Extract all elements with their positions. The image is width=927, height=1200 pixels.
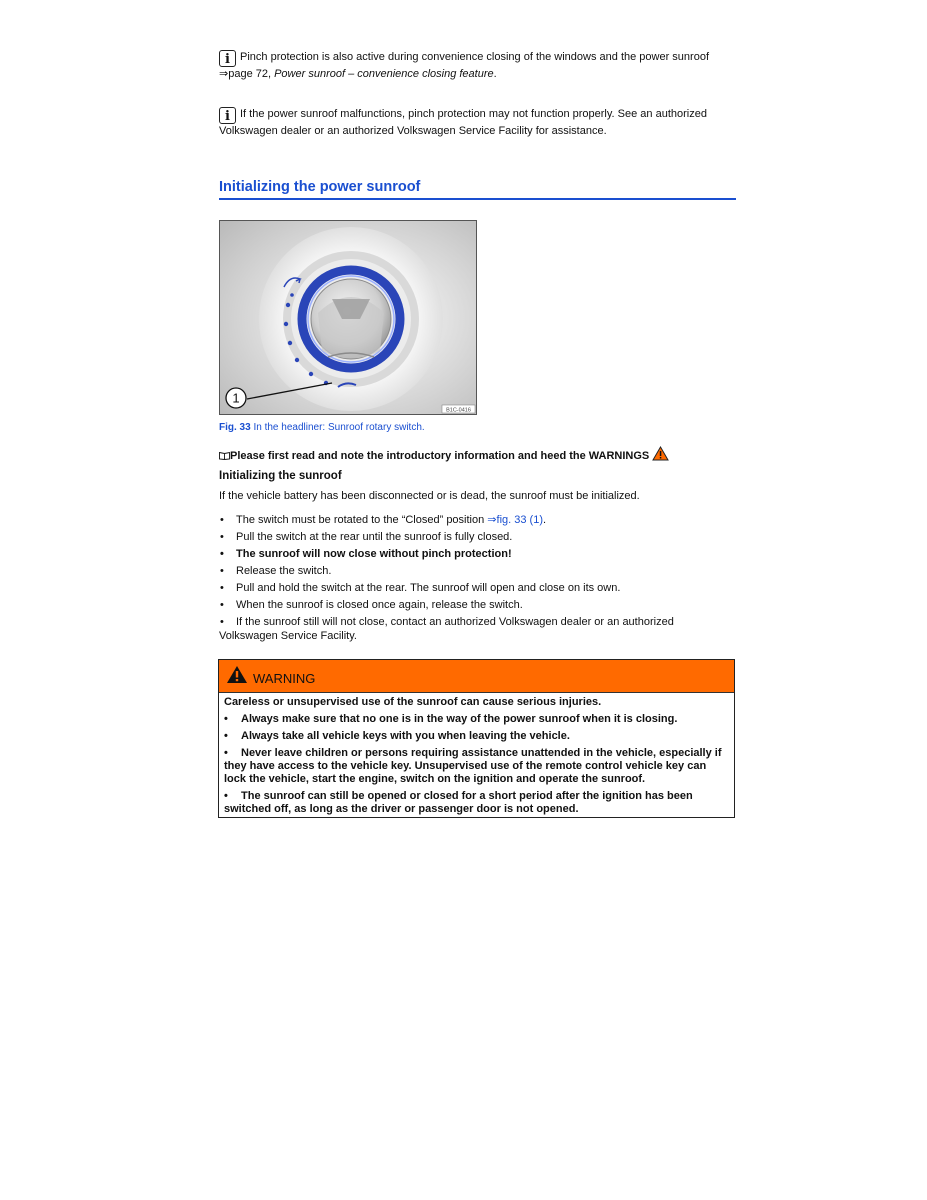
info-icon: i xyxy=(219,50,236,67)
warning-item-text: Never leave children or persons requiring assistance unattended in the vehicle, especially if they have access to the vehicle key. Unsupervised use of the remote control vehicle key can lock the vehicle, start the engine, switch on the ignition and operate the sunroof. xyxy=(224,747,722,785)
note-text: If the power sunroof malfunctions, pinch protection may not function properly. See an authorized Volkswagen dealer or an authorized Volkswagen Service Facility for assistance. xyxy=(219,108,707,137)
list-item: • When the sunroof is closed once again, release the switch. xyxy=(219,598,739,612)
sunroof-switch-figure xyxy=(219,220,477,415)
figure-callout: 1 xyxy=(232,390,240,406)
warning-item: • Always take all vehicle keys with you when leaving the vehicle. xyxy=(224,730,570,742)
warning-title: WARNING xyxy=(253,671,316,686)
info-note-malfunction xyxy=(219,107,734,139)
note-text: Pinch protection is also active during convenience closing of the windows and the power sunroof xyxy=(240,51,709,63)
warning-item-text: The sunroof can still be opened or closed for a short period after the ignition has been switched off, as long as the driver or passenger door is not opened. xyxy=(224,790,693,815)
warning-lead: Careless or unsupervised use of the sunroof can cause serious injuries. xyxy=(224,696,602,708)
list-item: • Pull and hold the switch at the rear. The sunroof will open and close on its own. xyxy=(219,581,739,595)
intro-line xyxy=(219,446,669,462)
warning-header xyxy=(219,660,734,693)
warning-triangle-icon[interactable] xyxy=(652,446,669,461)
paragraph: If the vehicle battery has been disconnected or is dead, the sunroof must be initialized. xyxy=(219,490,640,502)
list-item: • Pull the switch at the rear until the sunroof is fully closed. xyxy=(219,530,739,544)
info-icon: i xyxy=(219,107,236,124)
book-icon xyxy=(219,451,230,460)
figure-link[interactable]: ⇒fig. 33 (1) xyxy=(487,514,543,526)
warning-triangle-icon xyxy=(226,665,248,684)
list-item: • If the sunroof still will not close, contact an authorized Volkswagen dealer or an authorized Volkswagen Service Facility. xyxy=(219,615,739,643)
page-ref-title[interactable]: Power sunroof – convenience closing feature xyxy=(274,68,494,80)
step-text: The switch must be rotated to the “Closed” position xyxy=(236,514,488,526)
info-note-pinch xyxy=(219,50,739,82)
subheading: Initializing the sunroof xyxy=(219,470,342,482)
warning-item-text: Always take all vehicle keys with you when leaving the vehicle. xyxy=(241,730,570,742)
section-title: Initializing the power sunroof xyxy=(219,179,736,200)
warning-item: • The sunroof can still be opened or closed for a short period after the ignition has been switched off, as long as the driver or passenger door is not opened. xyxy=(224,790,693,815)
figure-caption xyxy=(219,422,425,433)
warning-body xyxy=(219,693,734,816)
warning-item-text: Always make sure that no one is in the way of the power sunroof when it is closing. xyxy=(241,713,678,725)
figure-code: B1C-0416 xyxy=(446,407,471,414)
list-item xyxy=(219,513,739,527)
list-item: • Release the switch. xyxy=(219,564,739,578)
figure-caption-text: In the headliner: Sunroof rotary switch. xyxy=(250,422,425,433)
warning-item: • Always make sure that no one is in the way of the power sunroof when it is closing. xyxy=(224,713,678,725)
rotary-switch-illustration xyxy=(220,221,477,415)
page-ref[interactable]: ⇒page 72, xyxy=(219,68,275,80)
step-end: . xyxy=(542,514,547,526)
warning-item: • Never leave children or persons requiring assistance unattended in the vehicle, especially if they have access to the vehicle key. Unsupervised use of the remote control vehicle key can lock the vehicle, start the engine, switch on the ignition and operate the sunroof. xyxy=(224,747,722,785)
steps-list xyxy=(219,513,739,646)
note-end: . xyxy=(493,68,497,80)
intro-text[interactable]: Please first read and note the introductory information and heed the WARNINGS xyxy=(230,450,650,462)
warning-box xyxy=(218,659,735,818)
figure-label: Fig. 33 xyxy=(219,422,251,433)
list-item: • The sunroof will now close without pinch protection! xyxy=(219,547,739,561)
